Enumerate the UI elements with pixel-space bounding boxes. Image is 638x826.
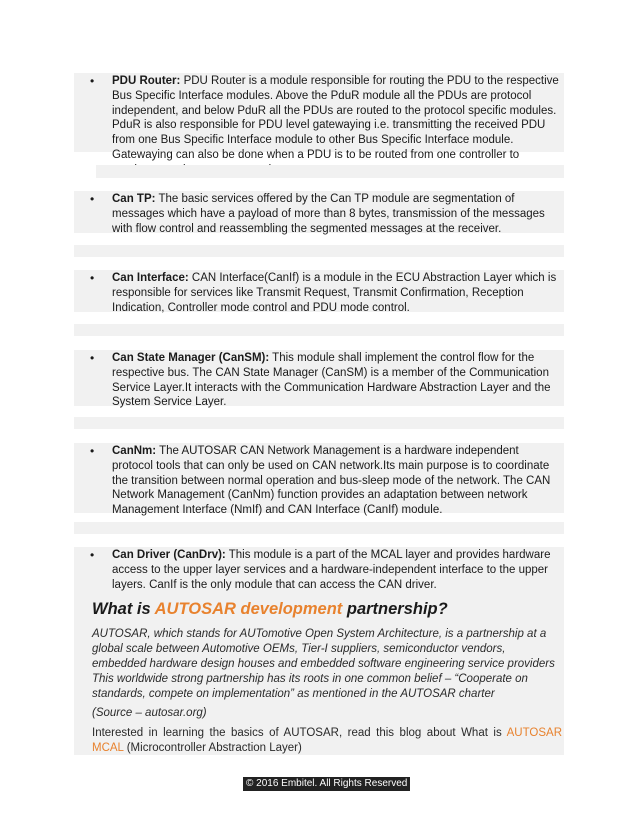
description: The basic services offered by the Can TP module are segmentation of messages which have a payload of more than 8 bytes, transmission of the messages with flow control and reassembling the segmented messages at the receiver. (112, 193, 545, 235)
list-item (74, 73, 564, 161)
list-item (74, 547, 564, 595)
description: PDU Router is a module responsible for routing the PDU to the respective Bus Specific Interface modules. Above the PduR module all the PDUs are protocol independent, and below PduR all the PDUs are routed to the protocol specific modules. PduR is also responsible for PDU level gatewaying i.e. transmitting the received PDU from one Bus Specific Interface module to other Bus Specific Interface module. Gatewaying can also be done when a PDU is to be routed from one controller to (112, 75, 559, 161)
description: The AUTOSAR CAN Network Management is a hardware independent protocol tools that can only be used on CAN network.Its main purpose is to coordinate the transition between normal operation and bus-sleep mode of the network. The CAN Network Management (CanNm) function provides an adaptation between network Management Interface (NmIf) and CAN Interface (CanIf) module. (112, 445, 551, 517)
bullet-icon: • (90, 192, 95, 206)
list-item (74, 350, 564, 409)
bullet-icon: • (90, 74, 95, 88)
copyright-footer: © 2016 Embitel. All Rights Reserved (243, 777, 410, 791)
bullet-icon: • (90, 444, 95, 458)
term: PDU Router: (112, 75, 181, 87)
bullet-icon: • (90, 548, 95, 562)
source-note: (Source – autosar.org) (92, 707, 207, 719)
list-item (74, 270, 564, 312)
term: Can Driver (CanDrv): (112, 549, 226, 561)
term: Can Interface: (112, 272, 189, 284)
spacer-band (74, 324, 564, 336)
bullet-icon: • (90, 351, 95, 365)
autosar-mcal-link[interactable]: AUTOSAR MCAL (92, 727, 562, 754)
heading-accent: AUTOSAR development (154, 600, 343, 618)
spacer-band (74, 245, 564, 257)
spacer-band (96, 165, 564, 178)
term: Can State Manager (CanSM): (112, 352, 270, 364)
spacer-band (74, 522, 564, 534)
term: Can TP: (112, 193, 156, 205)
bullet-icon: • (90, 271, 95, 285)
description: This module shall implement the control flow for the respective bus. The CAN State Manager (CanSM) is a member of the Communication Service Layer.It interacts with the Communication Hardware Abstraction Layer and the System Service Layer. (112, 352, 551, 409)
list-item (74, 191, 564, 233)
paragraph-definition: AUTOSAR, which stands for AUTomotive Open System Architecture, is a partnership at a global scale between Automotive OEMs, Tier-I suppliers, semiconductor vendors, embedded hardware design houses and embedded software engineering service providers (92, 628, 555, 670)
description: CAN Interface(CanIf) is a module in the ECU Abstraction Layer which is responsible for services like Transmit Request, Transmit Confirmation, Reception Indication, Controller mode control and PDU mode control. (112, 272, 557, 314)
term: CanNm: (112, 445, 157, 457)
paragraph-belief: This worldwide strong partnership has its roots in one common belief – “Cooperate on standards, compete on implementation” as mentioned in the AUTOSAR charter (92, 673, 528, 700)
section-heading: What is AUTOSAR development partnership? (92, 600, 448, 618)
paragraph-interest: Interested in learning the basics of AUTOSAR, read this blog about What is AUTOSAR MCAL (Microcontroller Abstraction Layer) (92, 727, 562, 754)
description: This module is a part of the MCAL layer and provides hardware access to the upper layer services and a hardware-independent interface to the upper layers. CanIf is the only module that can access the CAN driver. (112, 549, 551, 591)
list-item (74, 443, 564, 517)
spacer-band (74, 417, 564, 429)
